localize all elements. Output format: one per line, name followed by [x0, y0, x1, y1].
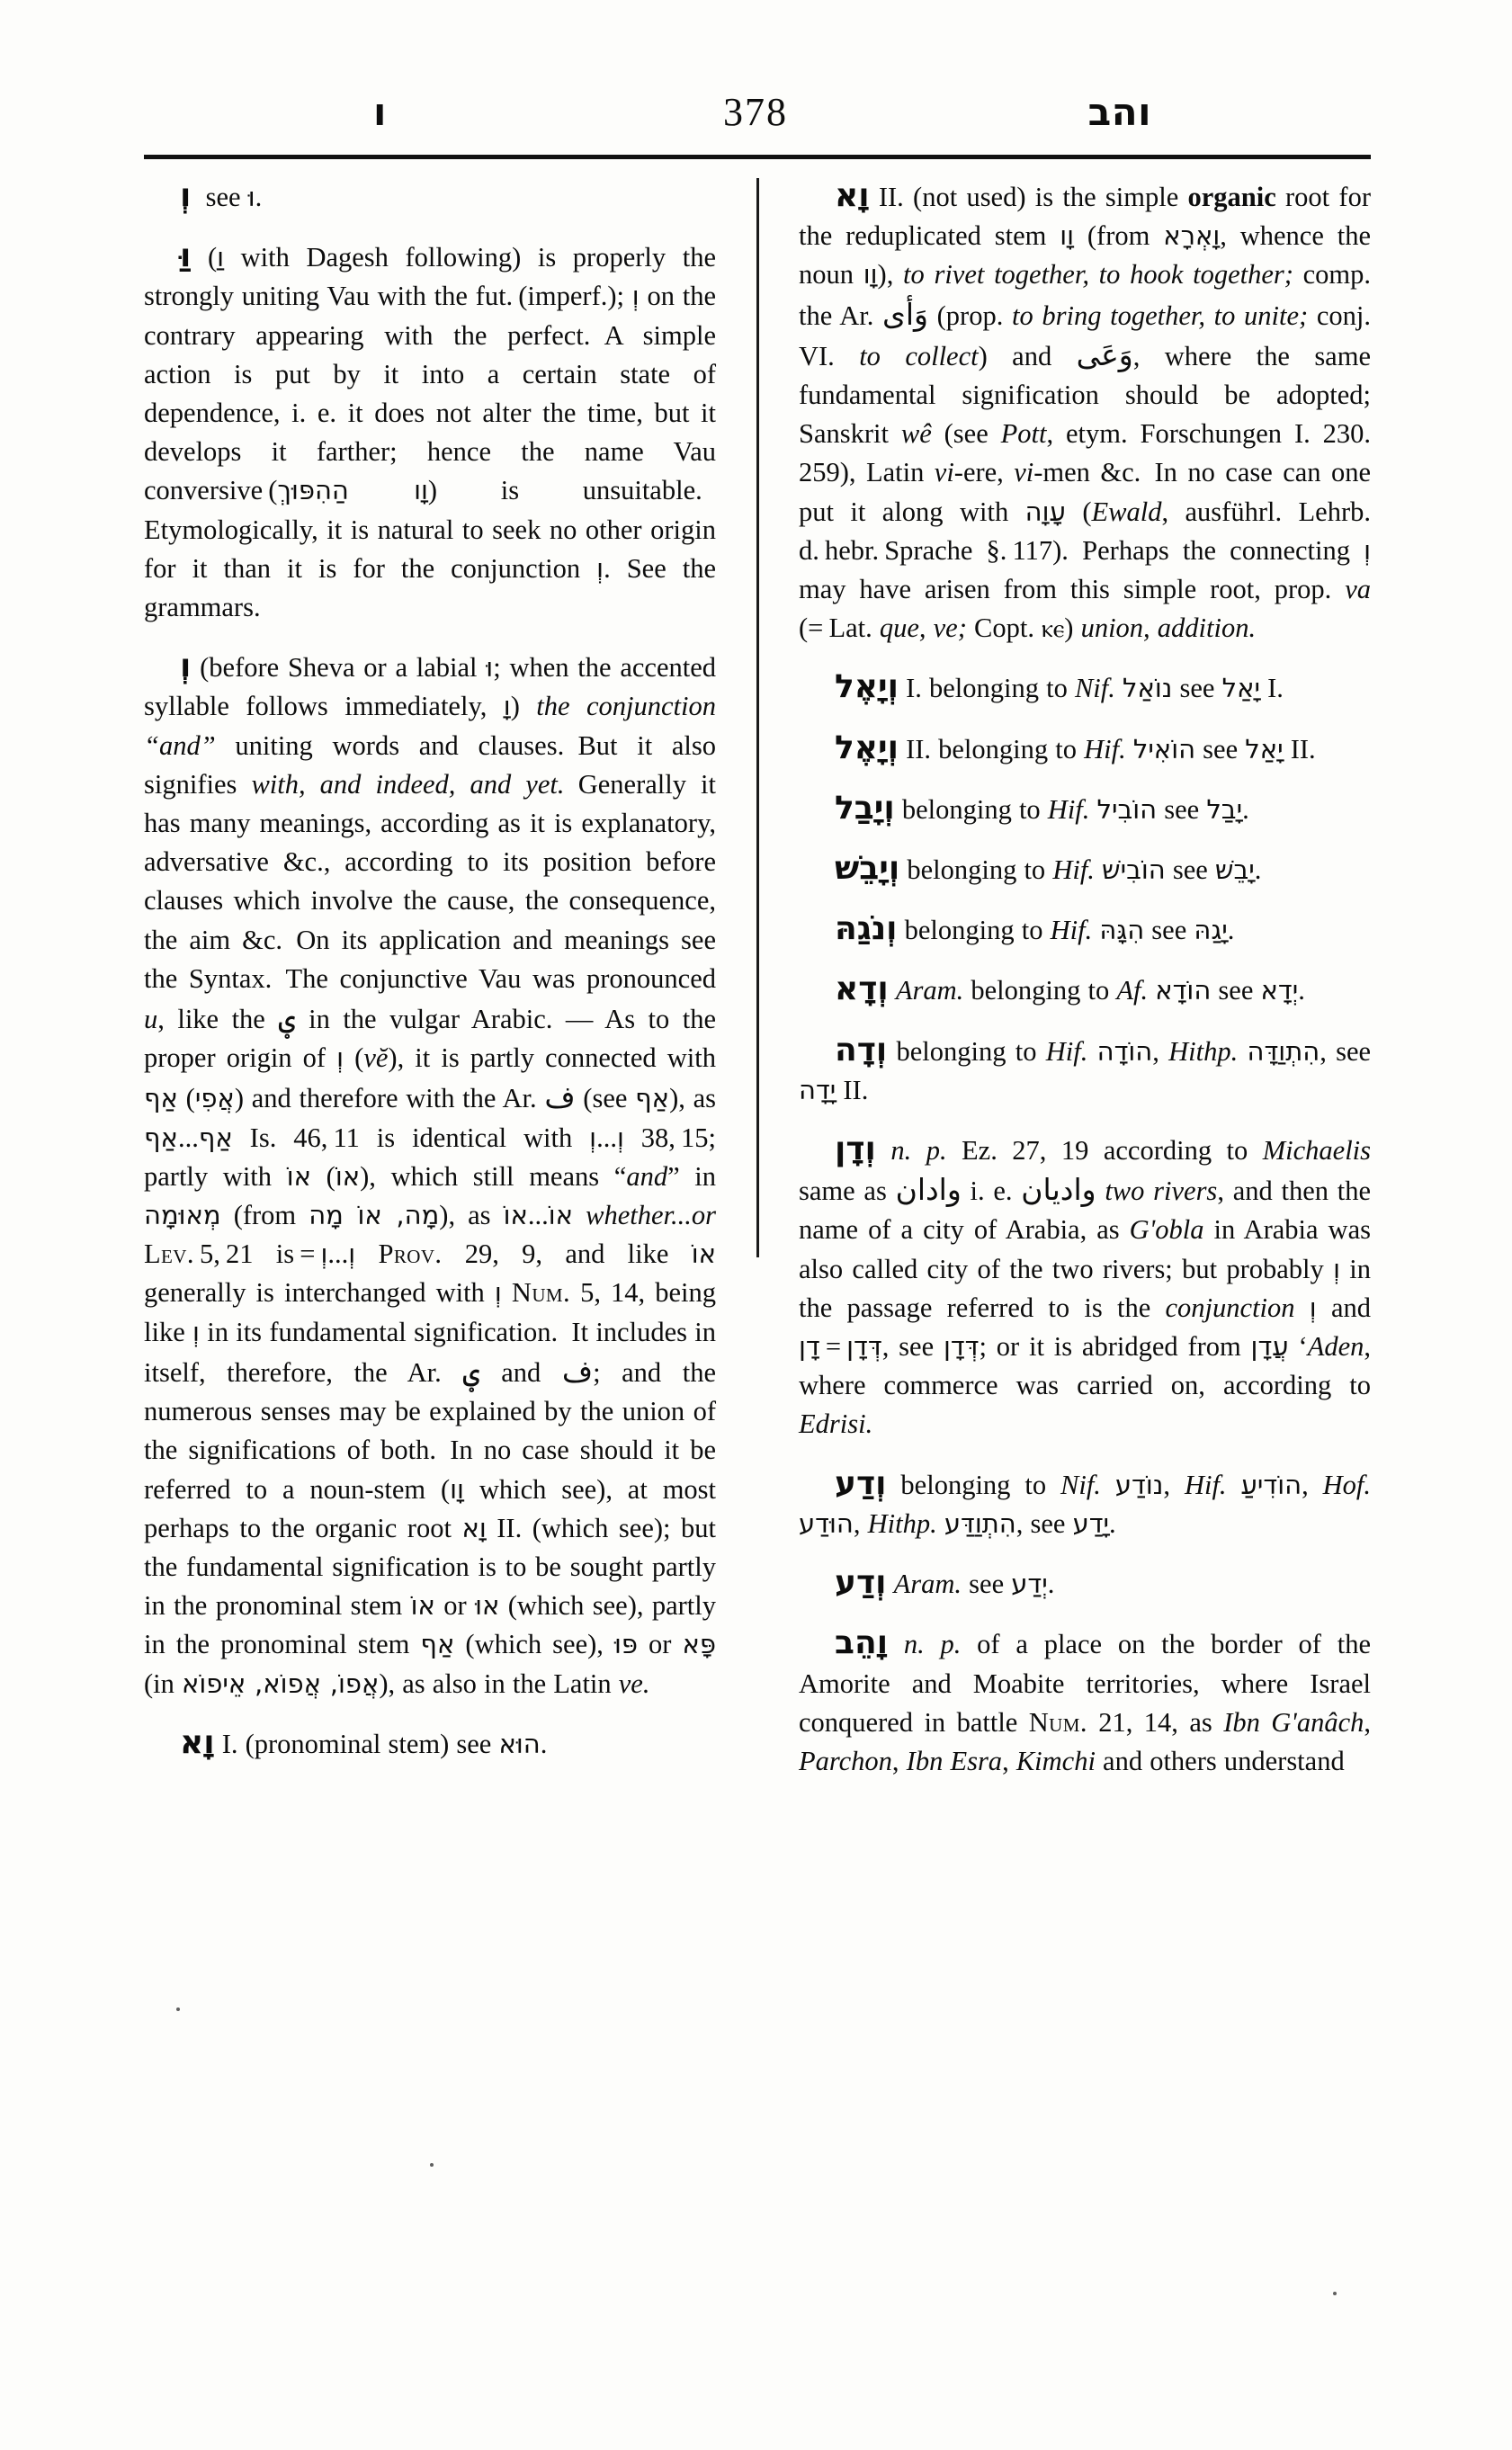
cross-reference-hebrew: וּ — [247, 182, 255, 212]
inline-hebrew: וַ — [217, 242, 225, 273]
inline-hebrew: אוֹ — [691, 1238, 717, 1270]
inline-hebrew: אַף — [144, 1083, 178, 1114]
arabic-glyph-waw: ؠ — [462, 1353, 480, 1389]
inline-hebrew: דָן — [799, 1331, 820, 1363]
inline-hebrew: אוּ — [475, 1590, 500, 1622]
inline-hebrew: אַף — [635, 1083, 670, 1114]
right-column — [799, 176, 1371, 2398]
inline-hebrew: הוֹבִיל — [1096, 793, 1158, 825]
inline-hebrew: וְ — [1364, 534, 1371, 566]
inline-hebrew: פָּא — [682, 1629, 716, 1660]
cross-reference-hebrew: יָגַהּ — [1194, 915, 1228, 946]
inline-hebrew: מָה, אוֹ מָה — [309, 1200, 440, 1231]
inline-hebrew: הוֹאִיל — [1132, 733, 1196, 765]
inline-hebrew: וְ — [589, 1122, 597, 1153]
arabic-word-waaa: وَعَى — [1076, 336, 1133, 372]
headword-hebrew: וְדָן — [835, 1131, 876, 1168]
cross-reference-hebrew: יָדַע — [1072, 1507, 1110, 1539]
inline-hebrew: עָוָה — [1024, 496, 1066, 527]
running-head — [144, 86, 1367, 149]
inline-hebrew: וּ — [486, 652, 494, 684]
inline-hebrew: אֲפוֹ, אֲפוֹא, אֵיפוֹא — [182, 1668, 380, 1699]
entry-vada-aram: וְדַע Aram. see יְדַע. — [835, 1564, 1055, 1602]
bible-book-abbrev: Lev. — [144, 1238, 194, 1270]
inline-hebrew: וָו — [863, 259, 878, 291]
arabic-word-waa: وَأى — [882, 296, 928, 332]
bible-book-abbrev: Prov. — [378, 1238, 443, 1270]
coptic-glyph-ke: ⲕⲉ — [1042, 613, 1065, 644]
inline-hebrew: וָו — [450, 1473, 464, 1505]
inline-hebrew: הוֹדָא — [1155, 975, 1212, 1006]
headword-hebrew: וְדַע — [835, 1564, 887, 1602]
cross-reference-hebrew: יָבֵשׁ — [1214, 854, 1255, 886]
cross-reference-hebrew: יְדָא — [1260, 975, 1299, 1006]
inline-hebrew: אוֹ — [335, 1160, 361, 1192]
inline-hebrew: נוֹאַל — [1123, 673, 1173, 704]
entry-vav-conjunction: וְ (before Sheva or a labial וּ; when the accented syllable follows immediately, וָ) the conjunction “and” uniting words and clauses. But it also signifies with, and indeed, and yet. Generally it has many meanings, according as it is explanatory, adversative &c., according to its position before clauses which involve the cause, the consequence, the aim &c. On its application and meanings see the Syntax. The conjunctive Vau was pronounced u, like the ؠ in the vulgar Arabic. — As to the proper origin of וְ (vĕ), it is partly connected with אַף (אֲפִי) and therefore with the Ar. ف (see אַף), as אַף...אַף Is. 46, 11 is identical with וְ...וְ 38, 15; partly with אוֹ (אוֹ), which still means “and” in מְאוּמָה (from מָה, אוֹ מָה), as אוֹ...אוֹ whether...or Lev. 5, 21 is = וְ...וְ Prov. 29, 9, and like אוֹ generally is interchanged with וְ Num. 5, 14, being like וְ in its fundamental signification. It includes in itself, therefore, the Ar. ؠ and ف; and the numerous senses may be explained by the union of the significations of both. In no case should it be referred to a noun-stem (וָו which see), at most perhaps to the organic root וָא II. (which see); but the fundamental signification is to be sought partly in the pronominal stem אוֹ or אוּ (which see), partly in the pronominal stem אַף (which see), פּוּ or פָּא (in אֲפוֹ, אֲפוֹא, אֵיפוֹא), as also in the Latin ve. — [144, 648, 717, 1699]
headword-hebrew: וָהֵב — [835, 1624, 889, 1662]
headword-hebrew: וְיָבֵשׁ — [835, 850, 900, 888]
arabic-glyph-waw: ؠ — [278, 1000, 296, 1036]
inline-hebrew: וָו הַהִפּוּךְ — [277, 475, 428, 506]
bible-book-abbrev: Num. — [511, 1277, 570, 1309]
arabic-word-wadiyan: واديان — [1021, 1172, 1096, 1208]
inline-hebrew: הִתְוַדָּה — [1247, 1035, 1320, 1067]
column-divider-rule — [756, 178, 759, 1257]
inline-hebrew: הִתְוַדַּע — [944, 1507, 1016, 1539]
inline-hebrew: עֲדָן — [1250, 1331, 1289, 1363]
inline-hebrew: מְאוּמָה — [144, 1200, 221, 1231]
inline-hebrew: וְ — [1309, 1292, 1317, 1323]
left-column — [144, 176, 716, 2398]
entry-vayaval: וְיָבַל belonging to Hif. הוֹבִיל see יָבַל. — [835, 789, 1249, 827]
inline-hebrew: אַף — [198, 1122, 233, 1153]
headword-hebrew: וְ — [180, 648, 192, 685]
inline-hebrew: וְ — [320, 1238, 328, 1270]
inline-hebrew: וְ — [631, 281, 640, 312]
headword-hebrew: וְ — [180, 177, 192, 214]
scan-speckle — [176, 2007, 180, 2011]
running-head-right-hebrew: והב — [1087, 90, 1151, 134]
inline-hebrew: הוֹדִיעַ — [1240, 1469, 1302, 1500]
entry-vadah: וְדָה belonging to Hif. הוֹדָה, Hithp. הִתְוַדָּה, see יָדָה II. — [799, 1031, 1372, 1105]
bible-book-abbrev: Num. — [1028, 1706, 1087, 1738]
inline-hebrew: נוֹדַע — [1114, 1469, 1164, 1500]
headword-hebrew: וַּ — [180, 237, 192, 275]
inline-hebrew: וָאְרָא — [1163, 220, 1221, 252]
headword-hebrew: וְדַע — [835, 1464, 887, 1502]
scan-speckle — [1333, 2292, 1337, 2295]
headword-hebrew: וְיָבַל — [835, 789, 895, 827]
headword-hebrew: וָא — [835, 177, 870, 214]
emphasis-organic: organic — [1187, 182, 1276, 212]
arabic-letter-fa: ف — [561, 1353, 594, 1389]
inline-hebrew: וְ — [1333, 1253, 1340, 1284]
inline-hebrew: אַף — [420, 1629, 455, 1660]
inline-hebrew: אַף — [144, 1122, 178, 1153]
inline-hebrew: וְ — [192, 1316, 200, 1347]
inline-hebrew: הוּדַע — [799, 1507, 854, 1539]
inline-hebrew: וָא — [461, 1512, 487, 1543]
inline-hebrew: הוֹדָה — [1096, 1035, 1153, 1067]
entry-vayada: וְדַע belonging to Nif. נוֹדַע, Hif. הוֹדִיעַ, Hof. הוּדַע, Hithp. הִתְוַדַּע, see יָדַע. — [799, 1464, 1372, 1539]
inline-hebrew: אוֹ — [410, 1590, 435, 1622]
inline-hebrew: אוֹ — [503, 1200, 528, 1231]
inline-hebrew: הוֹבִישׁ — [1102, 854, 1166, 886]
entry-vayavesh: וְיָבֵשׁ belonging to Hif. הוֹבִישׁ see יָבֵשׁ. — [835, 850, 1262, 888]
headword-hebrew: וְדָה — [835, 1031, 888, 1069]
inline-hebrew: פּוּ — [613, 1629, 638, 1660]
inline-hebrew: וָו — [1060, 220, 1075, 252]
inline-hebrew: וָ — [503, 691, 511, 722]
entry-vayaal-ii: וְיָאֶל II. belonging to Hif. הוֹאִיל see יָאַל II. — [835, 729, 1316, 766]
entry-vav-dagesh: וַּ (וַ with Dagesh following) is properly the strongly uniting Vau with the fut. (imperf.); וְ on the contrary appearing with the perfect. A simple action is put by it into a certain state of dependence, i. e. it does not alter the time, but it develops it farther; hence the name Vau conversive (וָו הַהִפּוּךְ) is unsuitable. Etymologically, it is natural to seek no other origin for it than it is for the conjunction וְ. See the grammars. — [144, 237, 716, 623]
cross-reference-hebrew: דְּדָן — [943, 1331, 980, 1363]
inline-hebrew: וְ — [336, 1042, 344, 1074]
page-number: 378 — [723, 90, 788, 134]
cross-reference-hebrew: יְדַע — [1011, 1569, 1048, 1600]
entry-vedan: וְדָן n. p. Ez. 27, 19 according to Michaelis same as وادان i. e. واديان two rivers, and then the name of a city of Arabia, as Gʹobla in Arabia was also called city of the two rivers; but probably וְ in the passage referred to is the conjunction וְ and דָן = דְּדָן, see דְּדָן; or it is abridged from עֲדָן ʻAden, where commerce was carried on, according to Edrisi. — [799, 1131, 1372, 1440]
headword-hebrew: וָא — [180, 1723, 215, 1761]
two-column-body — [144, 176, 1371, 2398]
entry-vanogah: וְנֹגַהּ belonging to Hif. הִגָּהּ see יָגַהּ. — [835, 910, 1235, 948]
header-divider-rule — [144, 155, 1371, 159]
running-head-left-hebrew: ו — [373, 90, 387, 134]
cross-reference-hebrew: יָבַל — [1206, 793, 1243, 825]
entry-vayaal-i: וְיָאֶל I. belonging to Nif. נוֹאַל see יָאַל I. — [835, 668, 1284, 706]
scan-speckle — [430, 2163, 434, 2167]
headword-hebrew: וְיָאֶל — [835, 668, 899, 706]
inline-hebrew: וְ — [494, 1277, 502, 1309]
inline-hebrew: דְּדָן — [846, 1331, 882, 1363]
arabic-letter-fa: ف — [544, 1079, 576, 1115]
entry-vahev: וָהֵב n. p. of a place on the border of the Amorite and Moabite territories, where Israel conquered in battle Num. 21, 14, as Ibn Gʹanâch, Parchon, Ibn Esra, Kimchi and others understand — [799, 1624, 1372, 1776]
cross-reference-hebrew: יָאַל — [1245, 733, 1284, 765]
entry-vaa-i: וָא I. (pronominal stem) see הוּא. — [180, 1723, 548, 1761]
inline-hebrew: אֲפִי — [194, 1083, 235, 1114]
entry-vaa-ii: וָא II. (not used) is the simple organic root for the reduplicated stem וָו (from וָאְרָא, whence the noun וָו), to rivet together, to hook together; comp. the Ar. وَأى (prop. to bring together, to unite; conj. VI. to collect) and وَعَى, where the same fundamental signification should be adopted; Sanskrit wê (see Pott, etym. Forschungen I. 230. 259), Latin vi-ere, vi-men &c. In no case can one put it along with עָוָה (Ewald, ausführl. Lehrb. d. hebr. Sprache §. 117). Perhaps the connecting וְ may have arisen from this simple root, prop. va (= Lat. que, ve; Copt. ⲕⲉ) union, addition. — [799, 177, 1372, 644]
arabic-word-wadan: وادان — [895, 1172, 962, 1208]
headword-hebrew: וְיָאֶל — [835, 729, 899, 766]
entry-vada: וְדָא Aram. belonging to Af. הוֹדָא see יְדָא. — [835, 970, 1305, 1008]
inline-hebrew: הִגָּהּ — [1099, 915, 1145, 946]
cross-reference-hebrew: יָדָה — [799, 1074, 837, 1105]
inline-hebrew: וְ — [348, 1238, 356, 1270]
cross-reference-hebrew: יָאַל — [1221, 673, 1260, 704]
inline-hebrew: וְ — [596, 552, 604, 584]
headword-hebrew: וְדָא — [835, 970, 889, 1008]
headword-hebrew: וְנֹגַהּ — [835, 910, 898, 948]
inline-hebrew: אוֹ — [548, 1200, 574, 1231]
cross-reference-hebrew: הוּא — [498, 1728, 541, 1759]
inline-hebrew: וְ — [616, 1122, 624, 1153]
inline-hebrew: אוֹ — [286, 1160, 311, 1192]
entry-vav-see: וְ see וּ. — [180, 177, 263, 214]
